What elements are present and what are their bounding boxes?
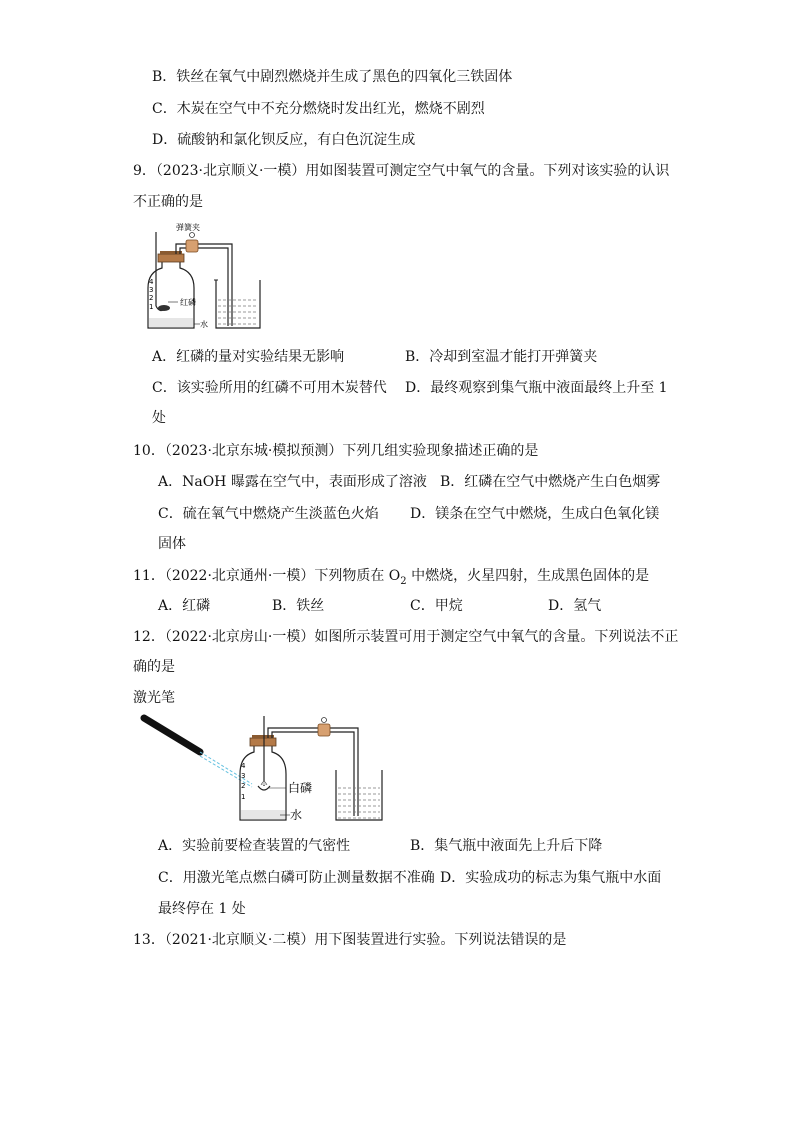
q10-option-d-line1: D．镁条在空气中燃烧，生成白色氧化镁 [410, 506, 660, 522]
mark-4: 4 [149, 278, 154, 286]
q9-option-b: B．冷却到室温才能打开弹簧夹 [405, 349, 598, 365]
spring-clamp [318, 724, 330, 736]
bottle-water [241, 810, 285, 820]
q13-stem: 13．（2021·北京顺义·二模）用下图装置进行实验。下列说法错误的是 [133, 932, 567, 948]
beaker-water [218, 300, 258, 324]
q12-stem-line2: 确的是 [133, 659, 175, 675]
mark-3: 3 [149, 286, 154, 294]
white-phosphorus-label: 白磷 [288, 781, 313, 795]
q9-option-a: A．红磷的量对实验结果无影响 [152, 349, 345, 365]
q8-option-c: C．木炭在空气中不充分燃烧时发出红光，燃烧不剧烈 [152, 101, 485, 117]
q9-option-c: C．该实验所用的红磷不可用木炭替代 [152, 380, 387, 396]
rubber-stopper [250, 738, 276, 746]
mark-1: 1 [241, 793, 246, 801]
q11-option-d: D．氢气 [548, 598, 602, 614]
q9-option-d-line1: D．最终观察到集气瓶中液面最终上升至 1 [405, 380, 668, 396]
q12-option-b: B．集气瓶中液面先上升后下降 [410, 838, 603, 854]
bottle-water [149, 318, 193, 328]
connecting-tube [268, 728, 358, 816]
q12-option-a: A．实验前要检查装置的气密性 [158, 838, 351, 854]
q10-option-d-line2: 固体 [158, 536, 186, 552]
rubber-stopper [158, 254, 184, 262]
q8-option-d: D．硫酸钠和氯化钡反应，有白色沉淀生成 [152, 132, 416, 148]
gas-bottle [148, 260, 194, 328]
q11-stem: 11．（2022·北京通州·一模）下列物质在 $O_2$ 中燃烧，火星四射，生成黑色固体的是 [133, 568, 650, 587]
water-label: 水 [200, 320, 208, 329]
q9-stem-line1: 9．（2023·北京顺义·一模）用如图装置可测定空气中氧气的含量。下列对该实验的认识 [133, 163, 670, 179]
q9-stem-line2: 不正确的是 [133, 194, 203, 210]
stopper-top [160, 251, 182, 254]
mark-1: 1 [149, 303, 154, 311]
q11-option-b: B．铁丝 [272, 598, 325, 614]
mark-2: 2 [241, 782, 246, 790]
laser-pen-label: 激光笔 [133, 690, 175, 706]
q10-option-c: C．硫在氧气中燃烧产生淡蓝色火焰 [158, 506, 379, 522]
water-label: 水 [290, 808, 303, 822]
q9-apparatus-figure [140, 220, 275, 332]
q11-option-c: C．甲烷 [410, 598, 463, 614]
clamp-label: 弹簧夹 [176, 223, 200, 232]
q8-option-b: B．铁丝在氧气中剧烈燃烧并生成了黑色的四氧化三铁固体 [152, 69, 513, 85]
beaker [336, 770, 382, 820]
q12-option-d-line2: 最终停在 1 处 [158, 901, 246, 917]
laser-pen [144, 718, 200, 752]
q10-option-b: B．红磷在空气中燃烧产生白色烟雾 [440, 474, 661, 490]
q12-option-d-line1: D．实验成功的标志为集气瓶中水面 [440, 870, 662, 886]
q12-apparatus-figure [140, 712, 390, 824]
mark-3: 3 [241, 772, 246, 780]
mark-4: 4 [241, 762, 246, 770]
q10-stem: 10．（2023·北京东城·模拟预测）下列几组实验现象描述正确的是 [133, 443, 539, 459]
spring-clamp [186, 240, 198, 252]
beaker [216, 280, 260, 328]
q12-stem-line1: 12．（2022·北京房山·一模）如图所示装置可用于测定空气中氧气的含量。下列说法不正 [133, 629, 679, 645]
q12-option-c: C．用激光笔点燃白磷可防止测量数据不准确 [158, 870, 435, 886]
red-phosphorus-label: 红磷 [180, 298, 196, 307]
q11-option-a: A．红磷 [158, 598, 211, 614]
red-phosphorus-blob [158, 305, 170, 311]
q10-option-a: A．NaOH 曝露在空气中，表面形成了溶液 [158, 474, 427, 490]
mark-2: 2 [149, 294, 154, 302]
white-phosphorus-blob [261, 782, 267, 786]
beaker-water [338, 788, 380, 818]
q9-option-d-line2: 处 [152, 410, 166, 426]
